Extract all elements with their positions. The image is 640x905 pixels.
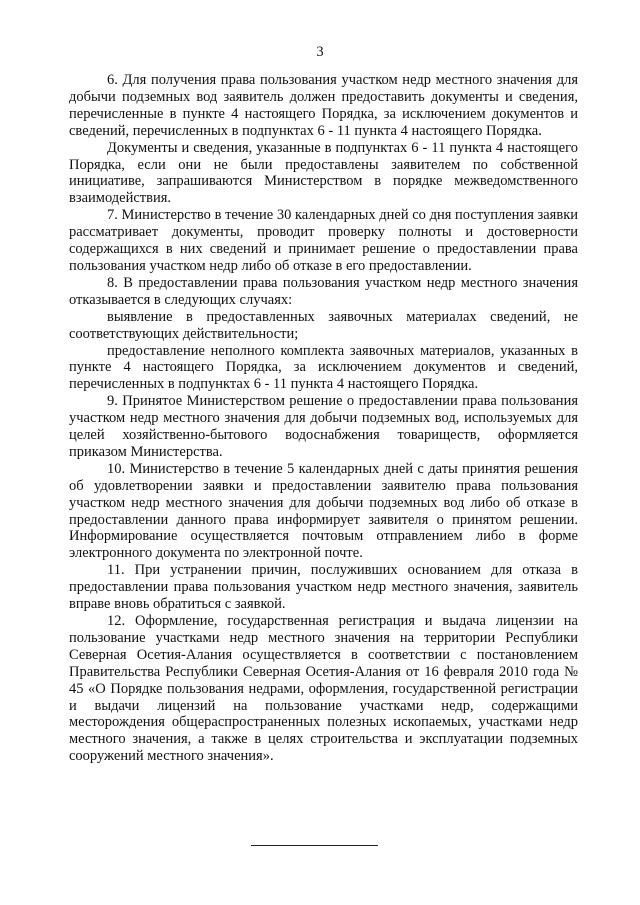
paragraph-item-9: 9. Принятое Министерством решение о предоставлении права пользования участком недр местного значения для добычи подземных вод, используемых для целей хозяйственно-бытового водоснабжения товариществ, оформляется приказом Министерства.: [69, 393, 578, 460]
paragraph-refusal-case-2: предоставление неполного комплекта заявочных материалов, указанных в пункте 4 настоящего Порядка, за исключением документов и сведений, перечисленных в подпунктах 6 - 11 пункта 4 настоящего Порядка.: [69, 342, 578, 393]
paragraph-item-6: 6. Для получения права пользования участком недр местного значения для добычи подземных вод заявитель должен предоставить документы и сведения, перечисленные в пункте 4 настоящего Порядка, за исключением документов и сведений, перечисленных в подпунктах 6 - 11 пункта 4 настоящего Порядка.: [69, 72, 578, 139]
document-body: [69, 72, 578, 765]
paragraph-refusal-case-1: выявление в предоставленных заявочных материалах сведений, не соответствующих действительности;: [69, 308, 578, 342]
paragraph-item-12: 12. Оформление, государственная регистрация и выдача лицензии на пользование участками недр местного значения на территории Республики Северная Осетия-Алания осуществляется в соответствии с постановлением Правительства Республики Северная Осетия-Алания от 16 февраля 2010 года № 45 «О Порядке пользования недрами, оформления, государственной регистрации и выдачи лицензий на пользование участками недр, содержащими месторождения общераспространенных полезных ископаемых, участками недр местного значения, а также в целях строительства и эксплуатации подземных сооружений местного значения».: [69, 613, 578, 765]
paragraph-item-10: 10. Министерство в течение 5 календарных дней с даты принятия решения об удовлетворении заявки и предоставлении заявителю права пользования участком недр местного значения для добычи подземных вод либо об отказе в предоставлении данного права информирует заявителя о принятом решении. Информирование осуществляется почтовым отправлением либо в форме электронного документа по электронной почте.: [69, 460, 578, 562]
page-number: 3: [316, 44, 324, 60]
paragraph-item-8: 8. В предоставлении права пользования участком недр местного значения отказывается в следующих случаях:: [69, 274, 578, 308]
paragraph-item-7: 7. Министерство в течение 30 календарных дней со дня поступления заявки рассматривает документы, проводит проверку полноты и достоверности содержащихся в них сведений и принимает решение о предоставлении права пользования участком недр либо об отказе в его предоставлении.: [69, 207, 578, 274]
end-separator-line: [251, 845, 378, 846]
paragraph-item-11: 11. При устранении причин, послуживших основанием для отказа в предоставлении права пользования участком недр местного значения, заявитель вправе вновь обратиться с заявкой.: [69, 562, 578, 613]
paragraph-documents-request: Документы и сведения, указанные в подпунктах 6 - 11 пункта 4 настоящего Порядка, если они не были предоставлены заявителем по собственной инициативе, запрашиваются Министерством в порядке межведомственного взаимодействия.: [69, 139, 578, 207]
